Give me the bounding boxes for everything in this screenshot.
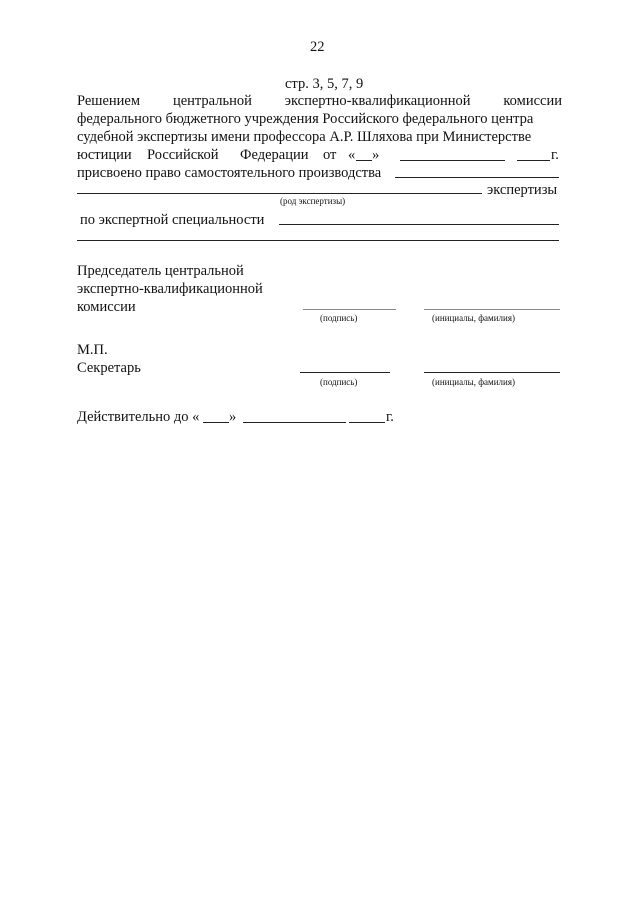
year-blank-line[interactable] [517, 160, 550, 161]
decision-word: комиссии [503, 93, 562, 109]
chairman-signature-line[interactable] [303, 309, 396, 310]
specialty-label: по экспертной специальности [80, 212, 265, 228]
chairman-name-line[interactable] [424, 309, 560, 310]
valid-until-row [77, 408, 417, 426]
specialty-continuation-line[interactable] [77, 240, 559, 241]
decision-word: центральной [172, 93, 252, 109]
secretary-name-caption: (инициалы, фамилия) [432, 377, 515, 387]
valid-month-blank-line[interactable] [243, 422, 346, 423]
valid-until-label: Действительно до « [77, 409, 200, 425]
chairman-title-line-1: Председатель центральной [77, 263, 244, 279]
word-ot: от [323, 147, 337, 163]
decision-line-5: присвоено право самостоятельного производства [77, 165, 382, 181]
decision-line-3: судебной экспертизы имени профессора А.Р. Шляхова при Министерстве [77, 129, 532, 145]
secretary-label: Секретарь [77, 360, 141, 376]
decision-line-1 [77, 92, 562, 110]
expertise-type-caption: (род экспертизы) [280, 196, 346, 206]
decision-word: экспертно-квалификационной [284, 93, 471, 109]
secretary-name-line[interactable] [424, 372, 560, 373]
valid-year-blank-line[interactable] [349, 422, 385, 423]
day-blank-line[interactable] [356, 160, 372, 161]
word-rossiyskoy: Российской [147, 147, 219, 163]
expertise-type-blank-line[interactable] [77, 193, 482, 194]
quote-close: » [372, 147, 380, 163]
decision-word: Решением [77, 93, 141, 109]
chairman-title-line-2: экспертно-квалификационной [77, 281, 263, 297]
chairman-signature-caption: (подпись) [320, 313, 358, 323]
year-suffix: г. [551, 147, 559, 163]
expertise-word: экспертизы [487, 182, 558, 198]
page-number: 22 [310, 39, 325, 55]
month-blank-line[interactable] [400, 160, 505, 161]
valid-quote-close: » [229, 409, 237, 425]
seal-mark: М.П. [77, 342, 108, 358]
production-blank-line[interactable] [395, 177, 559, 178]
valid-year-suffix: г. [386, 409, 394, 425]
decision-line-2: федерального бюджетного учреждения Российского федерального центра [77, 111, 534, 127]
specialty-blank-line[interactable] [279, 224, 559, 225]
chairman-name-caption: (инициалы, фамилия) [432, 313, 515, 323]
decision-line-4 [77, 146, 562, 164]
chairman-title-line-3: комиссии [77, 299, 136, 315]
secretary-signature-line[interactable] [300, 372, 390, 373]
word-yustitsii: юстиции [77, 147, 132, 163]
valid-day-blank-line[interactable] [203, 422, 229, 423]
word-federatsii: Федерации [240, 147, 309, 163]
secretary-signature-caption: (подпись) [320, 377, 358, 387]
quote-open: « [348, 147, 356, 163]
pages-reference: стр. 3, 5, 7, 9 [285, 76, 364, 92]
